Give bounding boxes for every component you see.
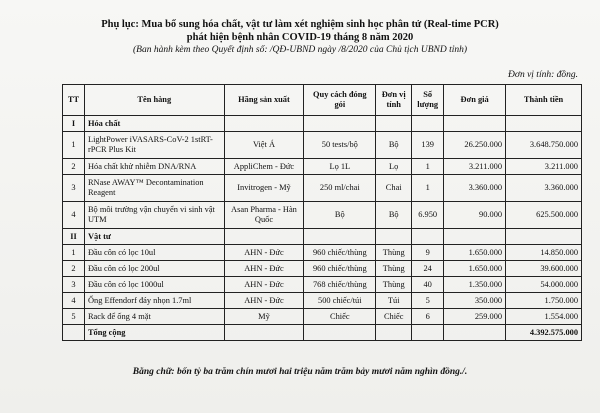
- table-row: [63, 261, 582, 277]
- cell-price: 1.350.000: [444, 277, 506, 293]
- cell-qty: 139: [412, 132, 444, 159]
- cell-price: 3.360.000: [444, 175, 506, 202]
- cell-qty: 24: [412, 261, 444, 277]
- cell-maker: AHN - Đức: [224, 245, 304, 261]
- cell-tt: 3: [63, 175, 85, 202]
- cell-qty: 6.950: [412, 202, 444, 229]
- cell-name: LightPower iVASARS-CoV-2 1stRT-rPCR Plus Kit: [84, 132, 224, 159]
- currency-unit-note: Đơn vị tính: đồng.: [508, 70, 578, 80]
- section-tt: I: [63, 116, 85, 132]
- cell-pack: 500 chiếc/túi: [304, 293, 376, 309]
- section-tt: II: [63, 229, 85, 245]
- cell-total: 1.554.000: [506, 309, 582, 325]
- cell-pack: 250 ml/chai: [304, 175, 376, 202]
- cell-qty: 40: [412, 277, 444, 293]
- header-pack: Quy cách đóng gói: [304, 85, 376, 116]
- cell-unit: Bộ: [376, 132, 412, 159]
- cell-total: 54.000.000: [506, 277, 582, 293]
- cell-qty: 6: [412, 309, 444, 325]
- header-qty: Số lượng: [412, 85, 444, 116]
- table-row: [63, 309, 582, 325]
- cell-qty: 1: [412, 159, 444, 175]
- cell-name: Đầu côn có lọc 10ul: [84, 245, 224, 261]
- cell-total: 3.211.000: [506, 159, 582, 175]
- cell-price: 259.000: [444, 309, 506, 325]
- cell-unit: Thùng: [376, 245, 412, 261]
- cell-maker: Mỹ: [224, 309, 304, 325]
- cell-name: Đầu côn có lọc 200ul: [84, 261, 224, 277]
- table-header-row: [63, 85, 582, 116]
- cell-tt: 2: [63, 261, 85, 277]
- document-title-line2: phát hiện bệnh nhân COVID-19 tháng 8 năm 2020: [186, 32, 414, 43]
- table-row: [63, 175, 582, 202]
- cell-name: Bộ môi trường vận chuyển vi sinh vật UTM: [84, 202, 224, 229]
- cell-maker: AHN - Đức: [224, 261, 304, 277]
- cell-maker: AppliChem - Đức: [224, 159, 304, 175]
- table-row: [63, 202, 582, 229]
- cell-name: Rack để ống 4 mặt: [84, 309, 224, 325]
- table-row: [63, 293, 582, 309]
- grand-total-row: [63, 325, 582, 341]
- table-row: [63, 132, 582, 159]
- cell-unit: Túi: [376, 293, 412, 309]
- cell-tt: 4: [63, 293, 85, 309]
- cell-unit: Thùng: [376, 277, 412, 293]
- document-title: Phụ lục: Mua bổ sung hóa chất, vật tư làm xét nghiệm sinh học phân tử (Real-time PCR): [101, 19, 499, 30]
- cell-name: Hóa chất khử nhiễm DNA/RNA: [84, 159, 224, 175]
- procurement-table: [62, 84, 582, 341]
- section-row-supplies: [63, 229, 582, 245]
- cell-pack: Chiếc: [304, 309, 376, 325]
- header-total: Thành tiền: [506, 85, 582, 116]
- section-name: Vật tư: [84, 229, 224, 245]
- section-name: Hóa chất: [84, 116, 224, 132]
- cell-price: 1.650.000: [444, 261, 506, 277]
- cell-price: 1.650.000: [444, 245, 506, 261]
- cell-tt: 4: [63, 202, 85, 229]
- cell-pack: Lọ 1L: [304, 159, 376, 175]
- grand-total-value: 4.392.575.000: [506, 325, 582, 341]
- cell-pack: 768 chiếc/thùng: [304, 277, 376, 293]
- cell-name: RNase AWAY™ Decontamination Reagent: [84, 175, 224, 202]
- table-row: [63, 245, 582, 261]
- cell-unit: Bộ: [376, 202, 412, 229]
- table-row: [63, 159, 582, 175]
- cell-total: 39.600.000: [506, 261, 582, 277]
- cell-tt: 2: [63, 159, 85, 175]
- cell-qty: 5: [412, 293, 444, 309]
- header-name: Tên hàng: [84, 85, 224, 116]
- cell-unit: Chai: [376, 175, 412, 202]
- cell-maker: Invitrogen - Mỹ: [224, 175, 304, 202]
- cell-qty: 9: [412, 245, 444, 261]
- cell-maker: AHN - Đức: [224, 277, 304, 293]
- table-row: [63, 277, 582, 293]
- cell-total: 14.850.000: [506, 245, 582, 261]
- cell-pack: Bộ: [304, 202, 376, 229]
- cell-total: 1.750.000: [506, 293, 582, 309]
- section-row-chemicals: [63, 116, 582, 132]
- header-unit: Đơn vị tính: [376, 85, 412, 116]
- cell-tt: 1: [63, 245, 85, 261]
- cell-maker: Việt Á: [224, 132, 304, 159]
- document-subtitle: (Ban hành kèm theo Quyết định số: /QĐ-UBND ngày /8/2020 của Chủ tịch UBND tỉnh): [132, 45, 468, 55]
- cell-pack: 50 tests/bộ: [304, 132, 376, 159]
- cell-tt: 1: [63, 132, 85, 159]
- cell-pack: 960 chiếc/thùng: [304, 261, 376, 277]
- cell-unit: Thùng: [376, 261, 412, 277]
- cell-unit: Lọ: [376, 159, 412, 175]
- cell-total: 3.648.750.000: [506, 132, 582, 159]
- cell-unit: Chiếc: [376, 309, 412, 325]
- cell-name: Đầu côn có lọc 1000ul: [84, 277, 224, 293]
- cell-pack: 960 chiếc/thùng: [304, 245, 376, 261]
- header-maker: Hãng sản xuất: [224, 85, 304, 116]
- grand-total-label: Tổng cộng: [84, 325, 224, 341]
- cell-tt: 5: [63, 309, 85, 325]
- header-price: Đơn giá: [444, 85, 506, 116]
- cell-maker: Asan Pharma - Hàn Quốc: [224, 202, 304, 229]
- amount-in-words: Bằng chữ: bốn tỷ ba trăm chín mươi hai triệu năm trăm bảy mươi năm nghìn đồng./.: [132, 367, 468, 377]
- cell-tt: 3: [63, 277, 85, 293]
- cell-price: 26.250.000: [444, 132, 506, 159]
- cell-qty: 1: [412, 175, 444, 202]
- cell-total: 3.360.000: [506, 175, 582, 202]
- cell-name: Ống Effendorf đáy nhọn 1.7ml: [84, 293, 224, 309]
- cell-price: 350.000: [444, 293, 506, 309]
- header-tt: TT: [63, 85, 85, 116]
- cell-price: 90.000: [444, 202, 506, 229]
- cell-price: 3.211.000: [444, 159, 506, 175]
- cell-total: 625.500.000: [506, 202, 582, 229]
- cell-maker: AHN - Đức: [224, 293, 304, 309]
